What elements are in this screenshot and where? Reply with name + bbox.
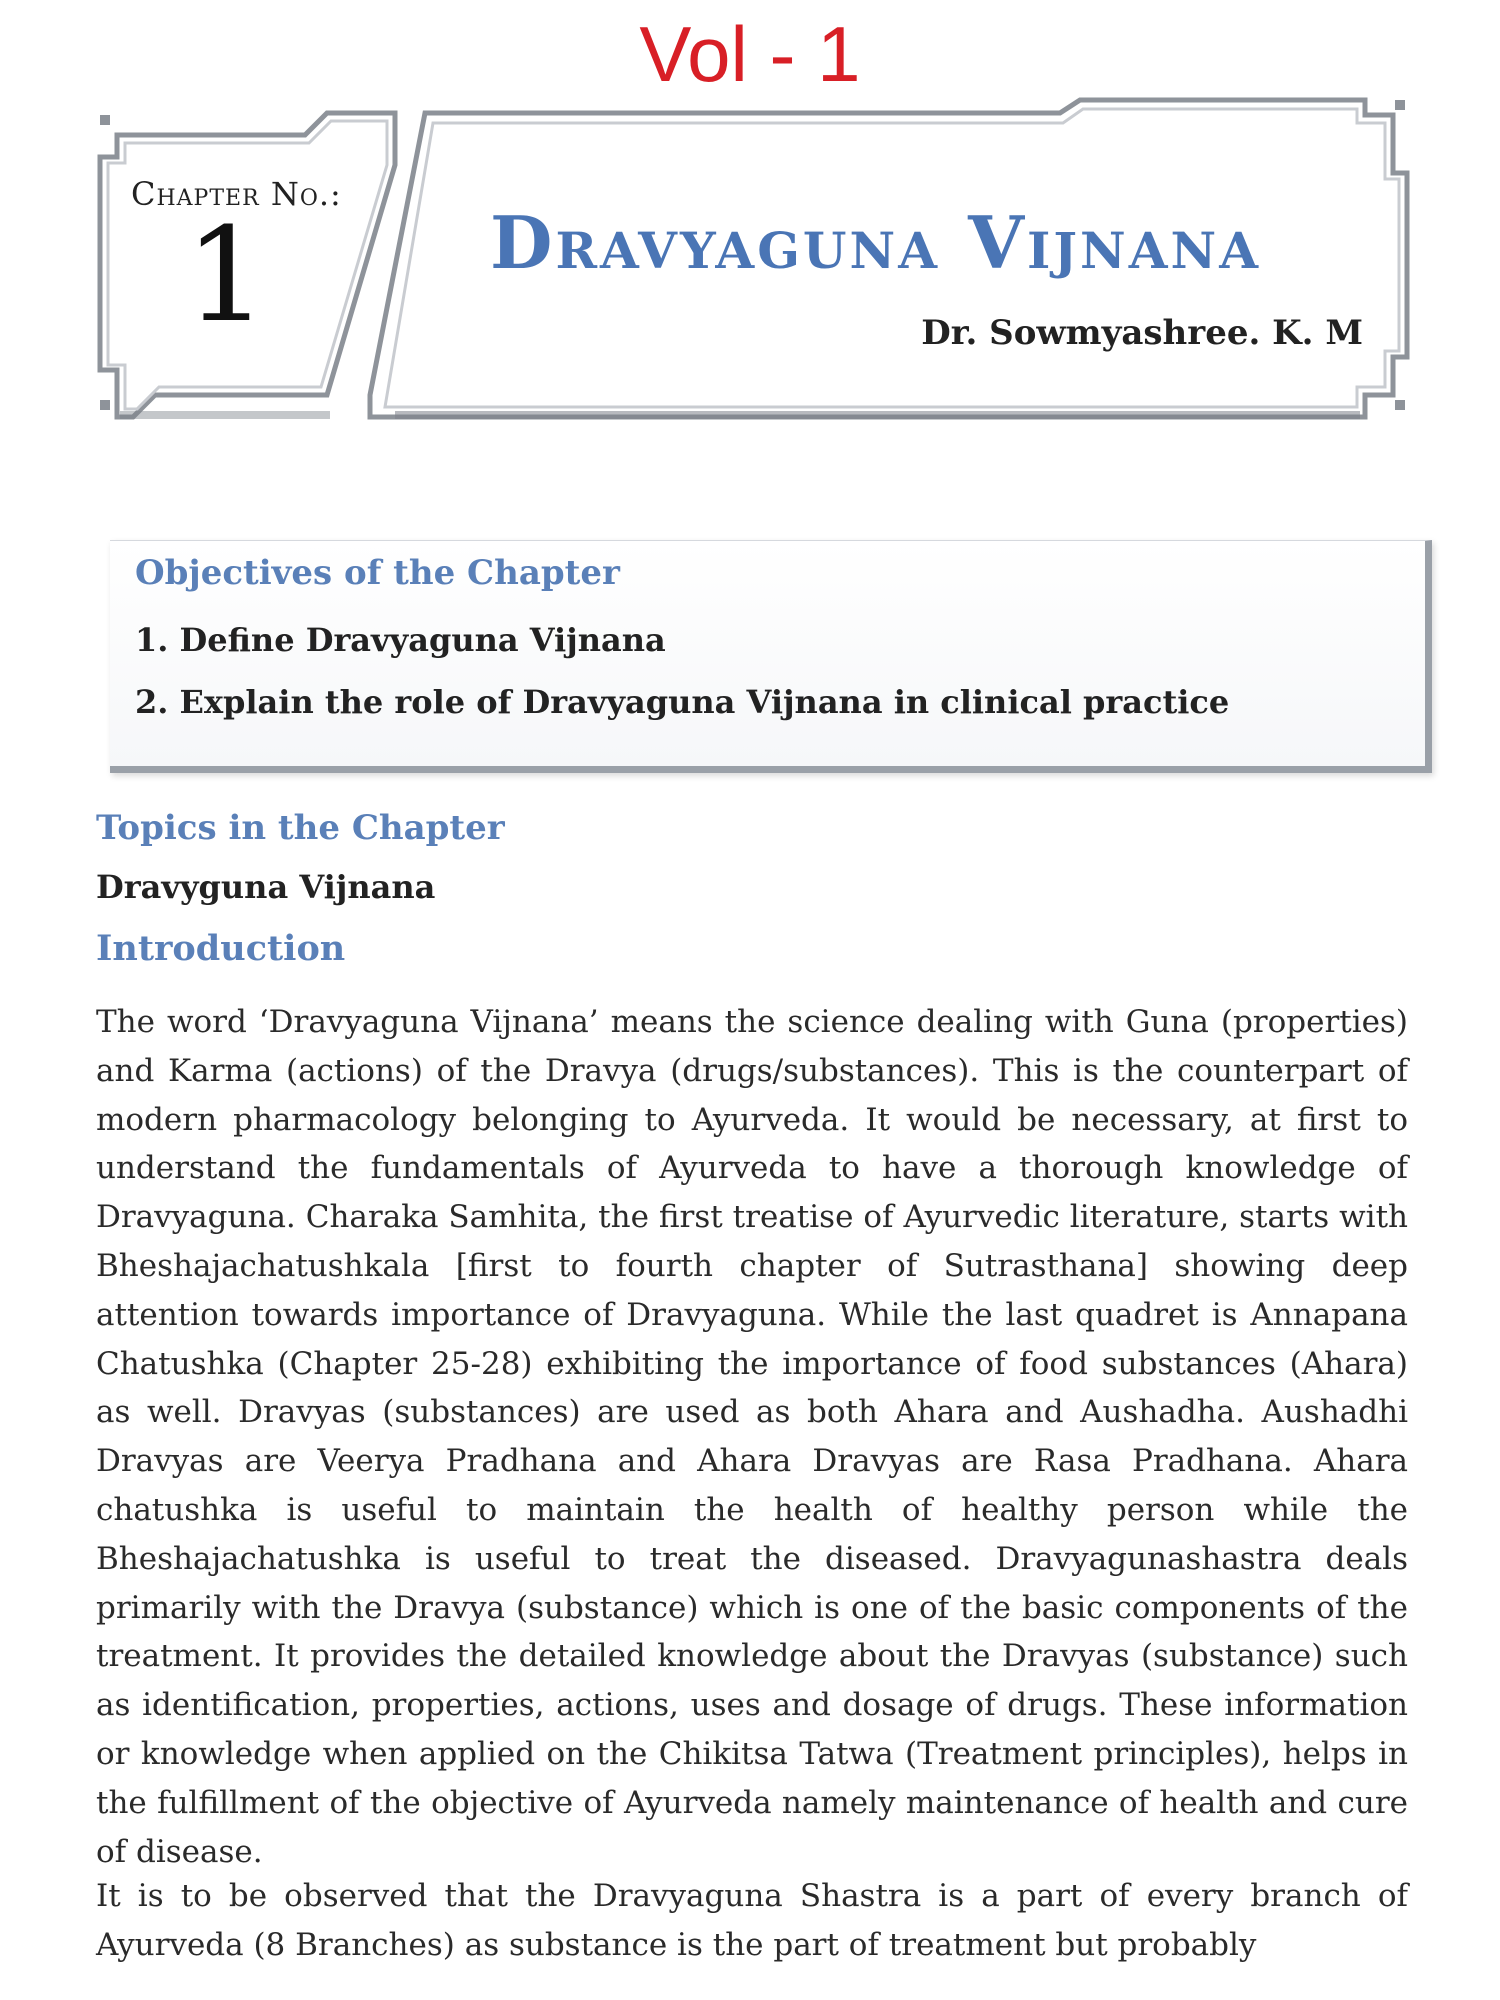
title-box-shadow (395, 411, 1360, 419)
objective-item: 2. Explain the role of Dravyaguna Vijnana in clinical practice (135, 683, 1230, 721)
objective-item: 1. Define Dravyaguna Vijnana (135, 621, 666, 659)
objectives-list (135, 609, 1229, 733)
topics-heading: Topics in the Chapter (96, 808, 505, 848)
chapter-label: Chapter No.: (131, 175, 342, 213)
chapter-title: Dravyaguna Vijnana (490, 200, 1261, 285)
introduction-heading: Introduction (96, 928, 346, 969)
objectives-title: Objectives of the Chapter (135, 553, 620, 593)
introduction-paragraph: The word ‘Dravyaguna Vijnana’ means the science dealing with Guna (properties) and Karma (actions) of the Dravya (drugs/substances). This is the counterpart of modern pharmacology belonging to Ayurveda. It would be necessary, at first to understand the fundamentals of Ayurveda to have a thorough knowledge of Dravyaguna. Charaka Samhita, the first treatise of Ayurvedic literature, starts with Bheshajachatushkala [first to fourth chapter of Sutrasthana] showing deep attention towards importance of Dravyaguna. While the last quadret is Annapana Chatushka (Chapter 25-28) exhibiting the importance of food substances (Ahara) as well. Dravyas (substances) are used as both Ahara and Aushadha. Aushadhi Dravyas are Veerya Pradhana and Ahara Dravyas are Rasa Pradhana. Ahara chatushka is useful to maintain the health of healthy person while the Bheshajachatushka is useful to treat the diseased. Dravyagunashastra deals primarily with the Dravya (substance) which is one of the basic components of the treatment. It provides the detailed knowledge about the Dravyas (substance) such as identification, properties, actions, uses and dosage of drugs. These information or knowledge when applied on the Chikitsa Tatwa (Treatment principles), helps in the fulfillment of the objective of Ayurveda namely maintenance of health and cure of disease. (96, 1004, 1408, 1870)
chapter-author: Dr. Sowmyashree. K. M (921, 313, 1363, 353)
corner-dot (1395, 100, 1405, 110)
corner-dot (100, 115, 110, 125)
objectives-box (110, 540, 1432, 773)
chapter-header-frame (95, 95, 1415, 425)
introduction-paragraph: It is to be observed that the Dravyaguna Shastra is a part of every branch of Ayurveda (8 Branches) as substance is the part of treatment but probably (96, 1878, 1408, 1963)
chapter-number: 1 (185, 199, 268, 351)
corner-dot (100, 400, 110, 410)
topics-item: Dravyguna Vijnana (96, 868, 436, 906)
number-box-shadow (120, 411, 330, 419)
volume-label: Vol - 1 (639, 10, 861, 98)
corner-dot (1395, 400, 1405, 410)
